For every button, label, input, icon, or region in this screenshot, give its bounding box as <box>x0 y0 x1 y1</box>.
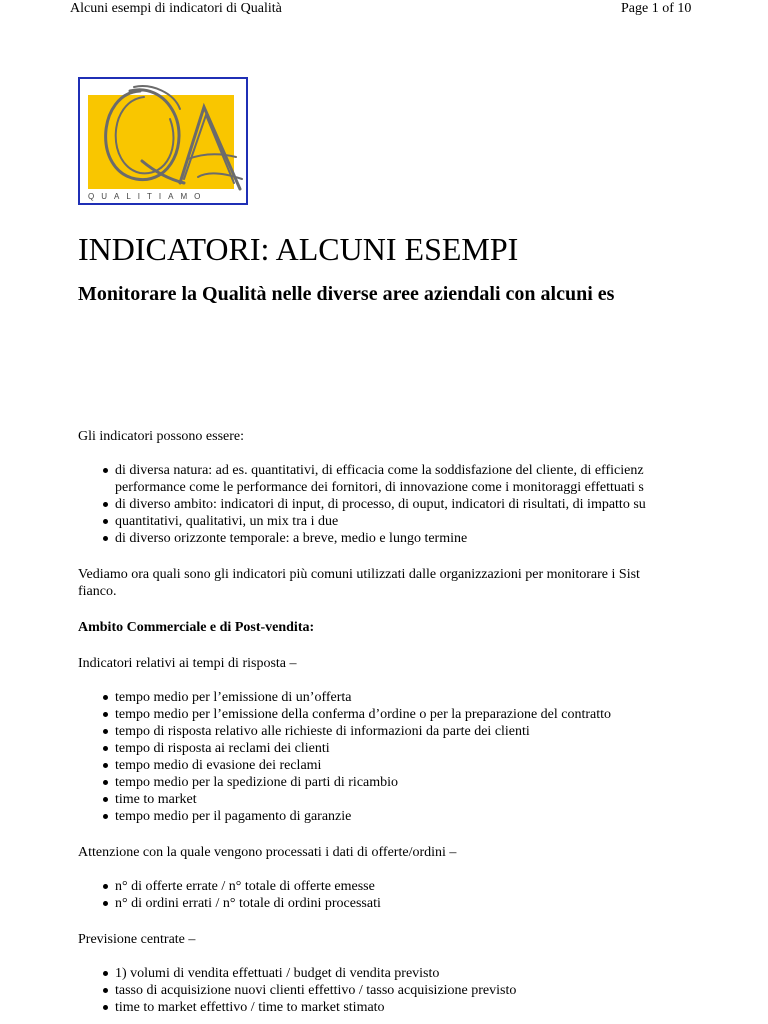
list-item: tempo medio per l’emissione di un’offerta <box>115 689 700 706</box>
group-label: Previsione centrate – <box>78 932 196 947</box>
list-item: di diverso orizzonte temporale: a breve, medio e lungo termine <box>115 530 700 547</box>
list-item-continuation: performance come le performance dei fornitori, di innovazione come i monitoraggi effettuati s <box>115 480 644 495</box>
list-item: time to market effettivo / time to market stimato <box>115 999 700 1016</box>
header-title: Alcuni esempi di indicatori di Qualità <box>70 1 282 16</box>
list-item: tempo medio per il pagamento di garanzie <box>115 808 700 825</box>
group-label: Indicatori relativi ai tempi di risposta – <box>78 656 297 671</box>
forecast-list <box>78 965 700 1016</box>
response-times-list <box>78 689 700 825</box>
list-item: tempo medio per la spedizione di parti di ricambio <box>115 774 700 791</box>
list-item: tempo di risposta ai reclami dei clienti <box>115 740 700 757</box>
list-item: tasso di acquisizione nuovi clienti effettivo / tasso acquisizione previsto <box>115 982 700 999</box>
list-item: di diversa natura: ad es. quantitativi, di efficacia come la soddisfazione del cliente, di efficienz <box>115 462 700 479</box>
list-item: quantitativi, qualitativi, un mix tra i due <box>115 513 700 530</box>
list-item: tempo di risposta relativo alle richieste di informazioni da parte dei clienti <box>115 723 700 740</box>
list-item: time to market <box>115 791 700 808</box>
paragraph-line: Vediamo ora quali sono gli indicatori più comuni utilizzati dalle organizzazioni per monitorare i Sist <box>78 567 640 582</box>
offers-orders-list <box>78 878 700 912</box>
qualitiamo-logo <box>78 77 248 205</box>
logo-wordmark: QUALITIAMO <box>88 192 208 201</box>
list-item: tempo medio per l’emissione della conferma d’ordine o per la preparazione del contratto <box>115 706 700 723</box>
list-item: di diverso ambito: indicatori di input, di processo, di ouput, indicatori di risultati, di impatto su <box>115 496 700 513</box>
intro-text: Gli indicatori possono essere: <box>78 429 245 444</box>
document-subtitle: Monitorare la Qualità nelle diverse aree aziendali con alcuni es <box>78 283 615 305</box>
page-header <box>0 0 768 22</box>
indicator-types-list <box>78 462 700 479</box>
list-item: tempo medio di evasione dei reclami <box>115 757 700 774</box>
list-item: n° di ordini errati / n° totale di ordini processati <box>115 895 700 912</box>
group-label: Attenzione con la quale vengono processati i dati di offerte/ordini – <box>78 845 457 860</box>
indicator-types-list-cont <box>78 496 700 547</box>
list-item: n° di offerte errate / n° totale di offerte emesse <box>115 878 700 895</box>
section-heading: Ambito Commerciale e di Post-vendita: <box>78 620 315 635</box>
qa-logo-graphic <box>80 79 246 203</box>
page-number: Page 1 of 10 <box>621 1 692 16</box>
paragraph-line: fianco. <box>78 584 117 599</box>
list-item: 1) volumi di vendita effettuati / budget di vendita previsto <box>115 965 700 982</box>
document-title: INDICATORI: ALCUNI ESEMPI <box>78 231 519 267</box>
document-content <box>78 77 700 1017</box>
